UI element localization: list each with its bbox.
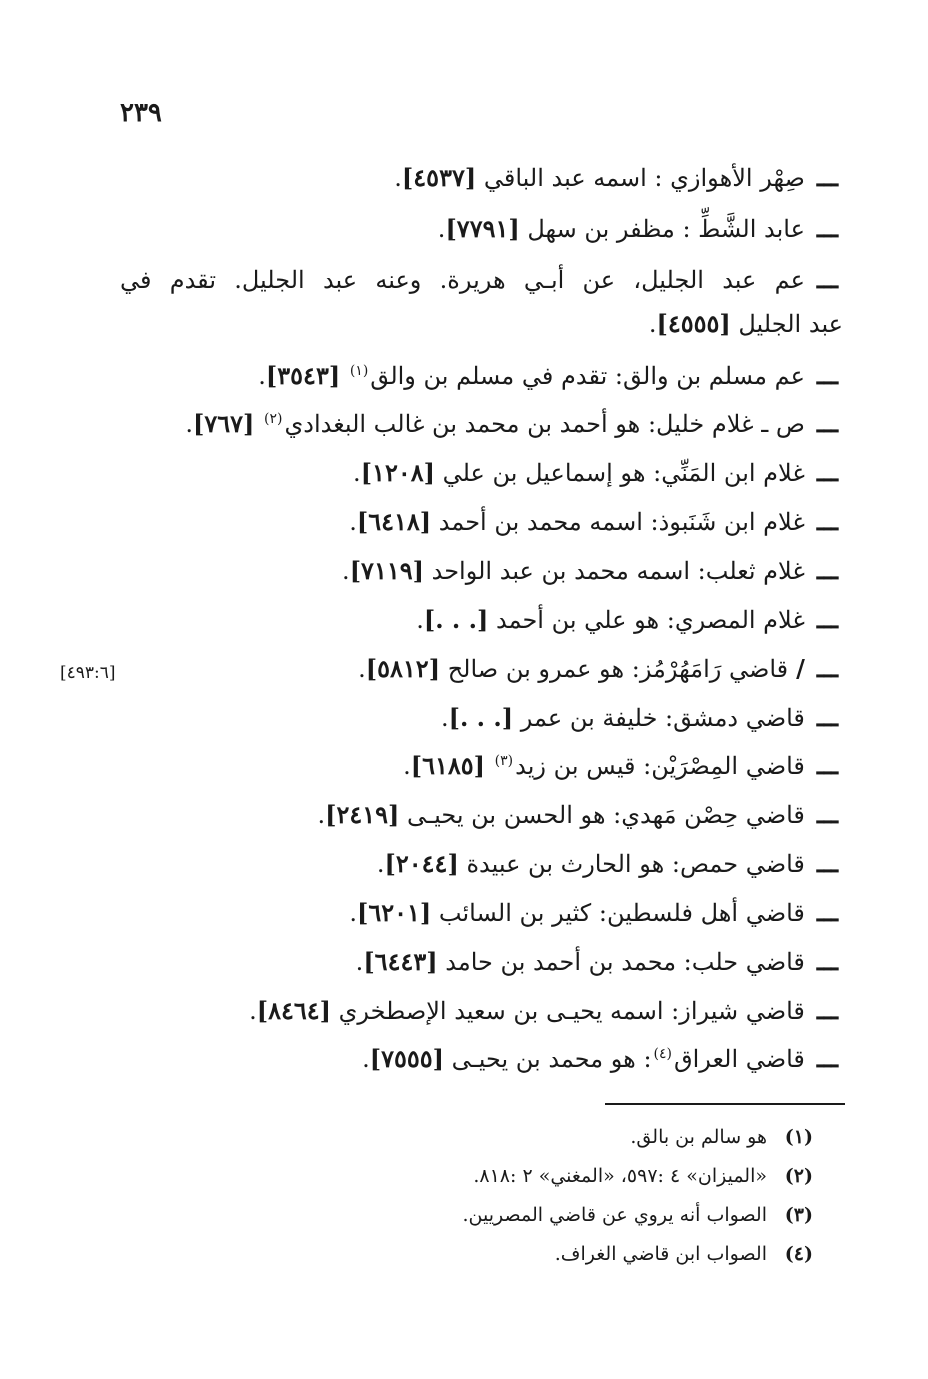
entry-line: ـــقاضي حمص: هو الحارث بن عبيدة [٢٠٤٤].: [376, 849, 838, 878]
footnote-marker: (٤): [653, 1046, 673, 1062]
footnote-marker: (٢): [264, 411, 283, 427]
entry-line: ـــص ـ غلام خليل: هو أحمد بن محمد بن غالب البغدادي$^{(٢)}$ [٧٦٧].: [185, 409, 838, 438]
footnote-divider: [605, 1103, 845, 1105]
entry-line: ـــعم مسلم بن والق: تقدم في مسلم بن والق$^{(١)}$ [٣٥٤٣].: [258, 361, 838, 390]
entry-line: ـــقاضي العراق$^{(٤)}$: هو محمد بن يحيـى [٧٥٥٥].: [362, 1044, 838, 1073]
entry-line: ـــعابد الشَّطِّ : مظفر بن سهل [٧٧٩١].: [437, 214, 838, 243]
entry-continuation-line: عبد الجليل [٤٥٥٥].: [648, 309, 843, 338]
footnote: (١)هو سالم بن بالق.: [630, 1126, 813, 1148]
entry-line: ـــقاضي دمشق: خليفة بن عمر [. . .].: [440, 703, 838, 732]
entry-line: ـــقاضي شيراز: اسمه يحيـى بن سعيد الإصطخري [٨٤٦٤].: [249, 996, 838, 1025]
entry-line: ـــقاضي أهل فلسطين: كثير بن السائب [٦٢٠١].: [349, 898, 838, 927]
footnote: (٢)«الميزان» ٤ :٥٩٧، «المغني» ٢ :٨١٨.: [473, 1165, 813, 1187]
entry-line: ـــقاضي حلب: محمد بن أحمد بن حامد [٦٤٤٣].: [355, 947, 838, 976]
entry-line: ـــغلام ثعلب: اسمه محمد بن عبد الواحد [٧١١٩].: [342, 556, 838, 585]
entry-line: ـــغلام ابن شَنَبوذ: اسمه محمد بن أحمد [٦٤١٨].: [349, 507, 838, 536]
footnote-marker: (١): [349, 363, 369, 379]
entry-line: ـــقاضي المِصْرَيْن: قيس بن زيد$^{(٣)}$ [٦١٨٥].: [403, 751, 838, 780]
entry-line: ـــغلام المصري: هو علي بن أحمد [. . .].: [416, 605, 838, 634]
page-break-slash: /: [796, 654, 805, 683]
footnote: (٤)الصواب ابن قاضي الغراف.: [554, 1243, 813, 1265]
footnote: (٣)الصواب أنه يروي عن قاضي المصريين.: [462, 1204, 813, 1226]
footnote-marker: (٣): [494, 753, 514, 769]
entry-line: ـــ/قاضي رَامَهُرْمُز: هو عمرو بن صالح [٥٨١٢].: [358, 654, 838, 683]
footnotes: [113, 1118, 813, 1274]
margin-reference: [٤٩٣:٦]: [60, 663, 116, 683]
entry-line: ـــصِهْر الأهوازي : اسمه عبد الباقي [٤٥٣٧].: [394, 163, 838, 192]
entry-line: ـــقاضي حِصْن مَهدي: هو الحسن بن يحيـى [٢٤١٩].: [317, 800, 838, 829]
entry-line: ـــغلام ابن المَنِّي: هو إسماعيل بن علي [١٢٠٨].: [353, 458, 838, 487]
page-number: ٢٣٩: [120, 98, 162, 128]
entry-line-justified: ـــعم عبد الجليل، عن أبـي هريرة. وعنه عبد الجليل. تقدم في: [120, 265, 838, 294]
